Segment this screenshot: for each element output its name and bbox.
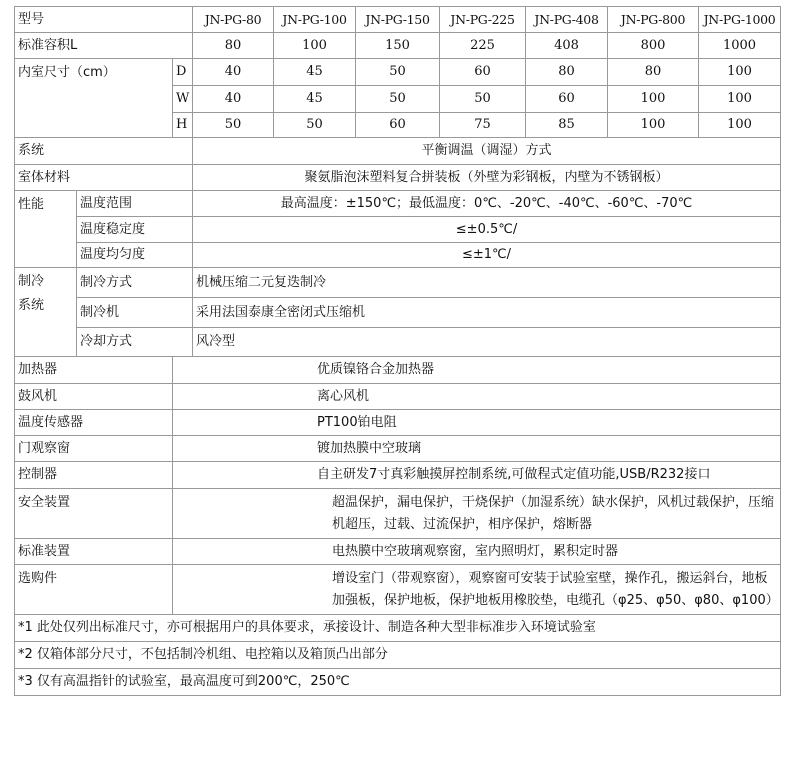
- system-label: 系统: [15, 138, 193, 165]
- feature-row-blower: [15, 384, 781, 410]
- dims-value: 45: [274, 59, 356, 86]
- model-label: 型号: [15, 7, 193, 33]
- dims-value: 40: [193, 59, 274, 86]
- optional-row: [15, 565, 781, 615]
- feature-value-text: 自主研发7寸真彩触摸屏控制系统,可做程式定值功能,USB/R232接口: [317, 467, 711, 482]
- feature-value: [173, 462, 781, 489]
- safety-label: 安全装置: [15, 489, 173, 539]
- dims-value: 60: [440, 59, 526, 86]
- dims-axis: H: [173, 113, 193, 138]
- volume-value: 150: [356, 33, 440, 59]
- dims-value: 40: [193, 86, 274, 113]
- refrigeration-row-method: [15, 268, 781, 298]
- optional-value-text: 增设室门（带观察窗），观察窗可安装于试验室壁，操作孔，搬运斜台，地板加强板，保护地板，保护地板用橡胶垫，电缆孔（φ25、φ50、φ80、φ100）: [332, 570, 779, 608]
- safety-value: [173, 489, 781, 539]
- volume-row: [15, 33, 781, 59]
- refrigeration-label: [15, 268, 77, 357]
- refrigeration-item-label: 制冷机: [77, 298, 193, 328]
- performance-item-label: 温度范围: [77, 191, 193, 217]
- material-label: 室体材料: [15, 165, 193, 191]
- feature-value-text: PT100铂电阻: [317, 414, 397, 430]
- performance-item-label: 温度稳定度: [77, 217, 193, 243]
- material-row: [15, 165, 781, 191]
- dims-axis: W: [173, 86, 193, 113]
- standard-value-text: 电热膜中空玻璃观察窗，室内照明灯，累积定时器: [332, 543, 619, 559]
- dims-value: 50: [274, 113, 356, 138]
- safety-row: [15, 489, 781, 539]
- feature-label: 门观察窗: [15, 436, 173, 462]
- refrigeration-item-label: 制冷方式: [77, 268, 193, 298]
- feature-value: [173, 410, 781, 436]
- spec-table: [14, 6, 781, 696]
- volume-value: 100: [274, 33, 356, 59]
- dims-value: 100: [608, 86, 699, 113]
- dims-value: 75: [440, 113, 526, 138]
- performance-row-uniformity: [15, 243, 781, 268]
- dims-value: 80: [608, 59, 699, 86]
- dims-value: 60: [356, 113, 440, 138]
- dims-value: 100: [699, 86, 781, 113]
- dims-value: 80: [526, 59, 608, 86]
- system-row: [15, 138, 781, 165]
- dims-value: 50: [356, 59, 440, 86]
- dims-value: 100: [608, 113, 699, 138]
- feature-label: 鼓风机: [15, 384, 173, 410]
- feature-label: 控制器: [15, 462, 173, 489]
- dims-value: 60: [526, 86, 608, 113]
- refrigeration-label-line1: 制冷: [18, 274, 45, 289]
- refrigeration-item-label: 冷却方式: [77, 328, 193, 357]
- note-row: [15, 669, 781, 696]
- performance-item-label: 温度均匀度: [77, 243, 193, 268]
- standard-value: [173, 539, 781, 565]
- dims-row-d: [15, 59, 781, 86]
- header-row: [15, 7, 781, 33]
- note-text: *2 仅箱体部分尺寸，不包括制冷机组、电控箱以及箱顶凸出部分: [15, 642, 781, 669]
- safety-value-text: 超温保护，漏电保护，干烧保护（加湿系统）缺水保护，风机过载保护，压缩机超压，过载、过流保护，相序保护，熔断器: [332, 494, 775, 532]
- feature-row-window: [15, 436, 781, 462]
- feature-value-text: 离心风机: [317, 388, 370, 404]
- feature-row-heater: [15, 357, 781, 384]
- dims-value: 85: [526, 113, 608, 138]
- performance-row-range: [15, 191, 781, 217]
- note-row: [15, 642, 781, 669]
- refrigeration-row-cooling: [15, 328, 781, 357]
- volume-value: 80: [193, 33, 274, 59]
- performance-label: 性能: [15, 191, 77, 268]
- dims-value: 100: [699, 113, 781, 138]
- feature-row-sensor: [15, 410, 781, 436]
- performance-item-value: 最高温度：±150℃；最低温度：0℃、-20℃、-40℃、-60℃、-70℃: [193, 191, 781, 217]
- dims-value: 50: [356, 86, 440, 113]
- optional-label: 选购件: [15, 565, 173, 615]
- volume-label: 标准容积L: [15, 33, 193, 59]
- optional-value: [173, 565, 781, 615]
- performance-item-value: ≤±1℃/: [193, 243, 781, 268]
- model-cell: JN-PG-100: [274, 7, 356, 33]
- volume-value: 408: [526, 33, 608, 59]
- refrigeration-item-value: 采用法国泰康全密闭式压缩机: [193, 298, 781, 328]
- model-cell: JN-PG-225: [440, 7, 526, 33]
- dims-axis: D: [173, 59, 193, 86]
- volume-value: 800: [608, 33, 699, 59]
- performance-item-value: ≤±0.5℃/: [193, 217, 781, 243]
- refrigeration-item-value: 风冷型: [193, 328, 781, 357]
- refrigeration-item-value: 机械压缩二元复迭制冷: [193, 268, 781, 298]
- model-cell: JN-PG-150: [356, 7, 440, 33]
- model-cell: JN-PG-408: [526, 7, 608, 33]
- dims-value: 50: [193, 113, 274, 138]
- model-cell: JN-PG-800: [608, 7, 699, 33]
- refrigeration-row-compressor: [15, 298, 781, 328]
- feature-value-text: 镀加热膜中空玻璃: [317, 440, 422, 456]
- feature-label: 加热器: [15, 357, 173, 384]
- dims-value: 100: [699, 59, 781, 86]
- dims-value: 45: [274, 86, 356, 113]
- feature-value: [173, 384, 781, 410]
- model-cell: JN-PG-1000: [699, 7, 781, 33]
- model-cell: JN-PG-80: [193, 7, 274, 33]
- feature-value-text: 优质镍铬合金加热器: [317, 362, 435, 377]
- standard-row: [15, 539, 781, 565]
- dims-label: 内室尺寸（cm）: [15, 59, 173, 138]
- volume-value: 225: [440, 33, 526, 59]
- feature-label: 温度传感器: [15, 410, 173, 436]
- performance-row-stability: [15, 217, 781, 243]
- refrigeration-label-line2: 系统: [18, 298, 45, 313]
- note-text: *1 此处仅列出标准尺寸，亦可根据用户的具体要求，承接设计、制造各种大型非标准步入环境试验室: [15, 615, 781, 642]
- note-text: *3 仅有高温指针的试验室，最高温度可到200℃，250℃: [15, 669, 781, 696]
- feature-value: [173, 436, 781, 462]
- standard-label: 标准装置: [15, 539, 173, 565]
- note-row: [15, 615, 781, 642]
- feature-row-controller: [15, 462, 781, 489]
- feature-value: [173, 357, 781, 384]
- system-value: 平衡调温（调湿）方式: [193, 138, 781, 165]
- volume-value: 1000: [699, 33, 781, 59]
- material-value: 聚氨脂泡沫塑料复合拼装板（外壁为彩钢板，内壁为不锈钢板）: [193, 165, 781, 191]
- dims-value: 50: [440, 86, 526, 113]
